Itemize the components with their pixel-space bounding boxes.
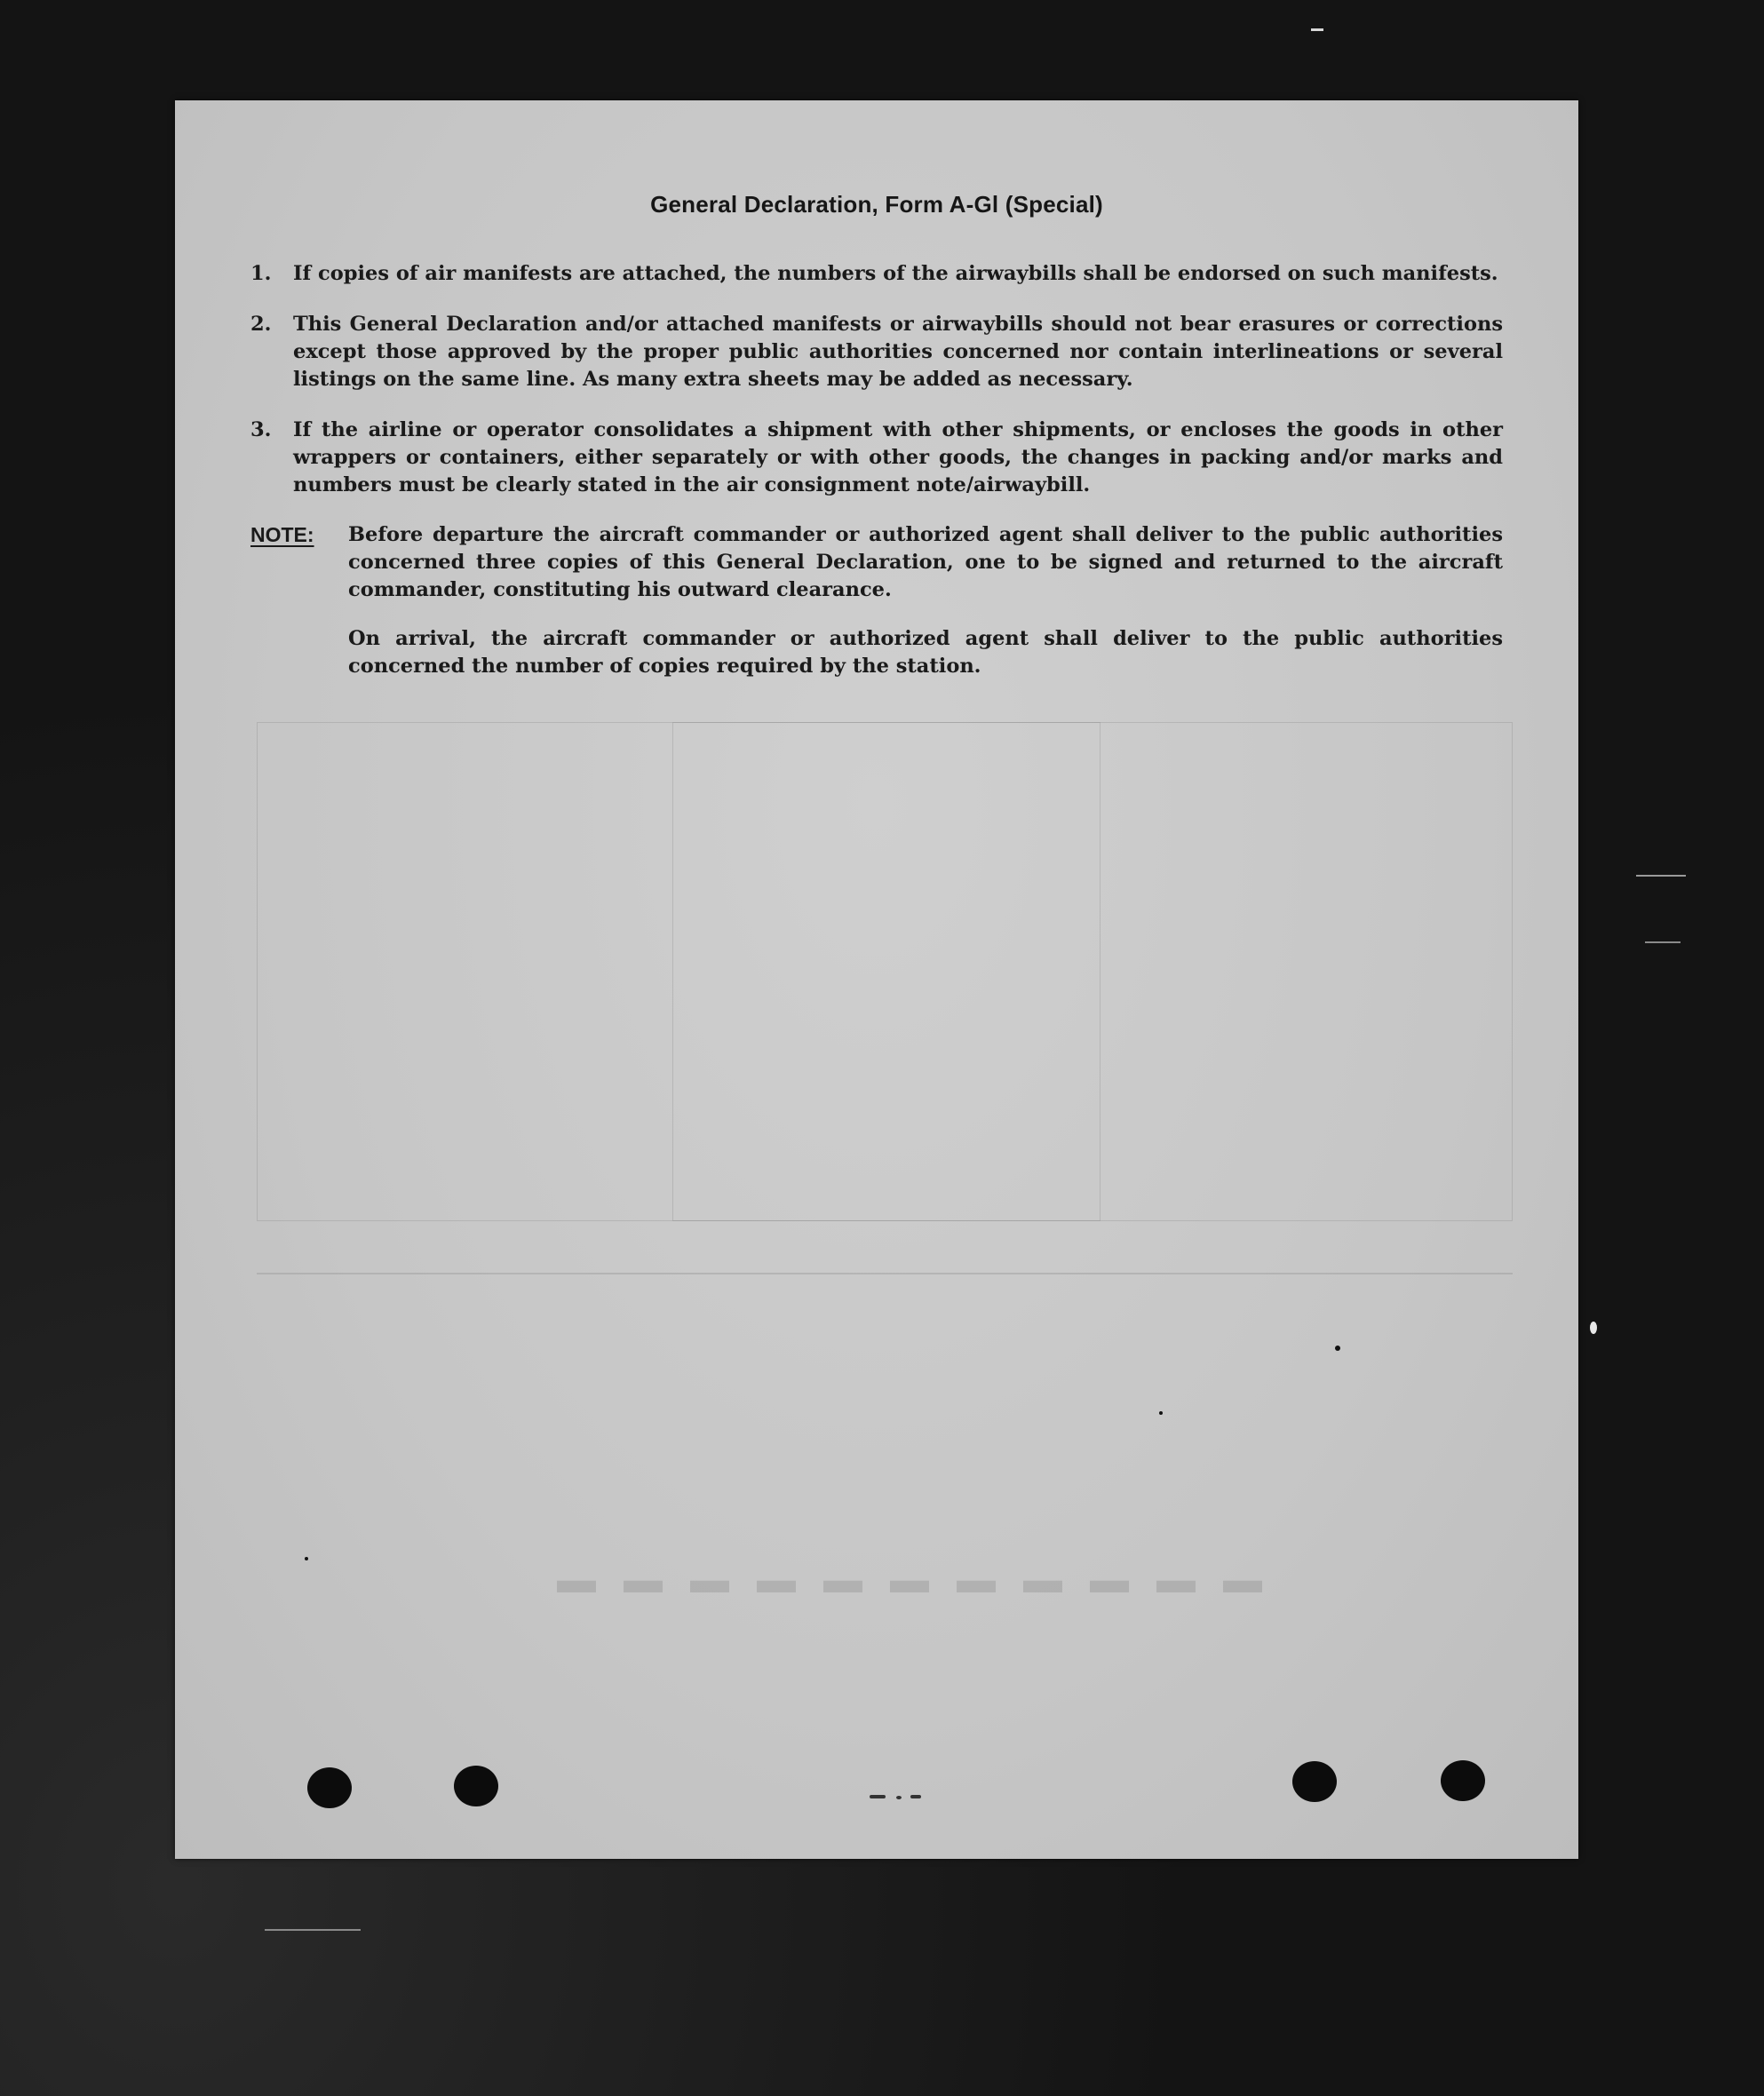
document-page bbox=[175, 100, 1578, 1859]
instruction-item-1 bbox=[250, 260, 1503, 288]
show-through-column bbox=[672, 722, 1101, 1221]
edge-mark bbox=[1645, 941, 1681, 943]
show-through-rule bbox=[257, 1273, 1513, 1274]
note-paragraph-1: Before departure the aircraft commander or authorized agent shall deliver to the public authorities concerned three copies of this General Declaration, one to be signed and returned to the aircraft commander, constituting his outward clearance. bbox=[348, 523, 1503, 601]
instruction-item-2 bbox=[250, 311, 1503, 393]
form-title: General Declaration, Form A-Gl (Special) bbox=[650, 191, 1103, 218]
punch-hole bbox=[1292, 1761, 1337, 1802]
note-paragraph-2: On arrival, the aircraft commander or authorized agent shall deliver to the public authorities concerned the number of copies required by the station. bbox=[348, 627, 1503, 678]
item-text: If copies of air manifests are attached, the numbers of the airwaybills shall be endorsed on such manifests. bbox=[293, 262, 1498, 285]
ink-speck bbox=[305, 1557, 308, 1560]
ink-speck bbox=[1159, 1411, 1163, 1415]
punch-hole bbox=[307, 1767, 352, 1808]
ink-speck bbox=[1335, 1346, 1340, 1351]
item-number: 2. bbox=[250, 313, 272, 336]
item-number: 3. bbox=[250, 418, 272, 441]
edge-mark bbox=[265, 1929, 361, 1931]
note-label: NOTE: bbox=[250, 523, 314, 546]
edge-speck bbox=[1590, 1322, 1597, 1334]
show-through-heading: ▬ ▬ ▬ ▬ ▬ ▬ ▬ ▬ ▬ ▬ ▬ bbox=[557, 1558, 1271, 1601]
edge-mark bbox=[1636, 875, 1686, 877]
note-section bbox=[250, 521, 1503, 680]
ink-mark bbox=[870, 1795, 886, 1798]
ink-mark bbox=[910, 1795, 921, 1798]
item-text: This General Declaration and/or attached manifests or airwaybills should not bear erasures or corrections except those approved by the proper public authorities concerned nor contain interlineations or several listings on the same line. As many extra sheets may be added as necessary. bbox=[293, 313, 1503, 391]
punch-hole bbox=[1441, 1760, 1485, 1801]
item-text: If the airline or operator consolidates a shipment with other shipments, or encloses the goods in other wrappers or containers, either separately or with other goods, the changes in packing and/or marks and numbers must be clearly stated in the air consignment note/airwaybill. bbox=[293, 418, 1503, 496]
edge-mark bbox=[1311, 28, 1323, 31]
item-number: 1. bbox=[250, 262, 272, 285]
punch-hole bbox=[454, 1766, 498, 1806]
instruction-item-3 bbox=[250, 417, 1503, 499]
ink-mark bbox=[896, 1796, 902, 1799]
